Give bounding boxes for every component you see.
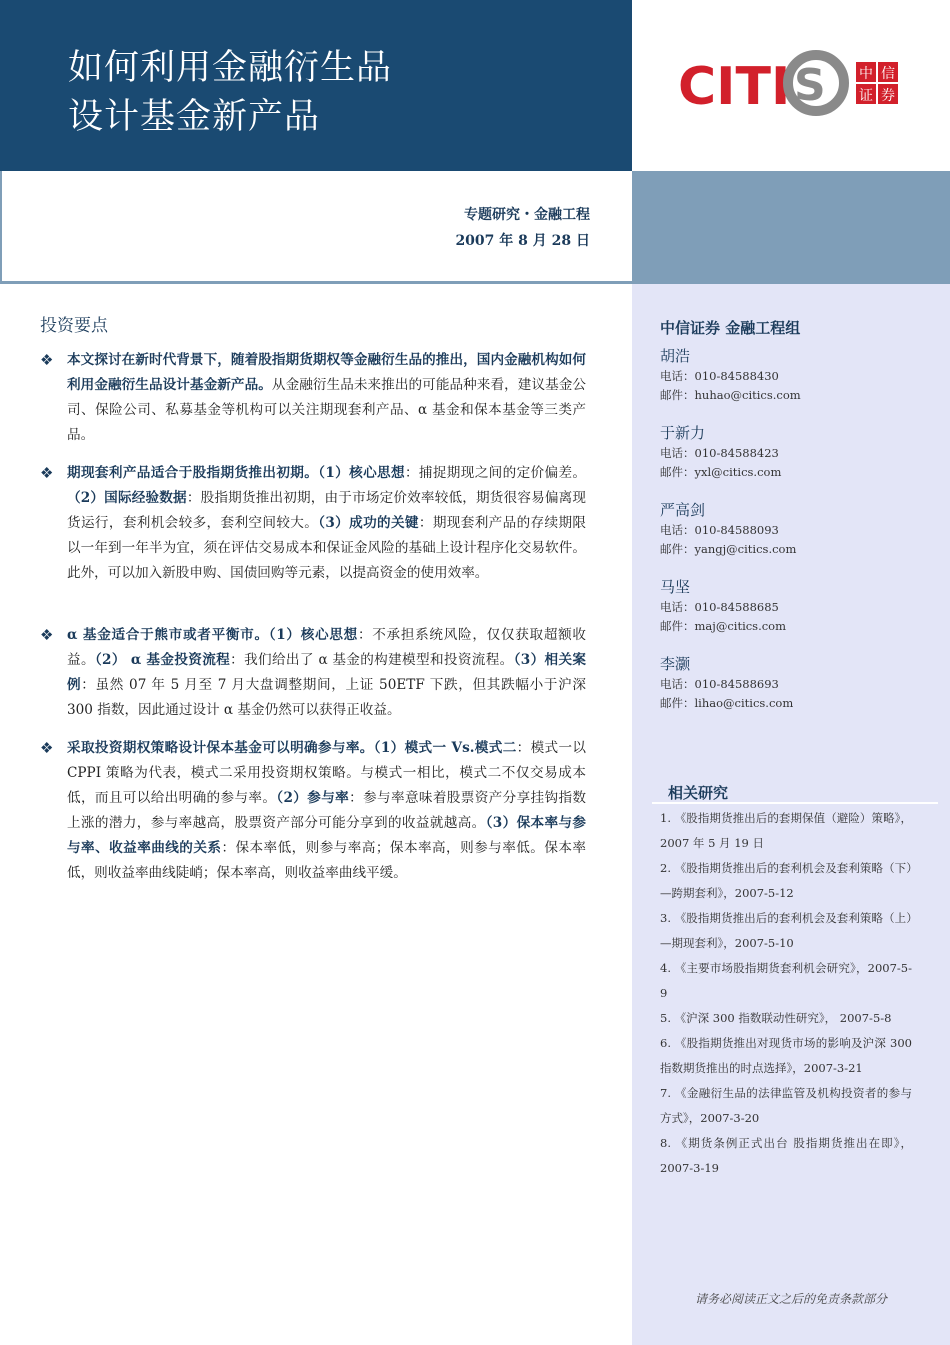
contact-card	[660, 653, 793, 713]
bullet-text	[67, 461, 586, 586]
related-research-title: 相关研究	[668, 784, 729, 802]
bullet-text	[67, 348, 586, 448]
bullet-bold: （3）成功的关键	[318, 515, 419, 531]
contact-card	[660, 422, 781, 482]
contact-email[interactable]: 邮件：huhao@citics.com	[660, 388, 801, 402]
bullet-bold: （2）国际经验数据	[67, 490, 187, 506]
report-date: 2007 年 8 月 28 日	[455, 233, 590, 249]
contact-card	[660, 345, 801, 405]
report-title-line2: 设计基金新产品	[68, 97, 321, 137]
bullet-body: ：期现套利产品的存续期限以一年到一年半为宜，须在评估交易成本和保证金风险的基础上设计程序化交易软件。此外，可以加入新股申购、国债回购等元素，以提高资金的使用效率。	[67, 515, 586, 581]
logo-char-zheng: 证	[859, 88, 873, 104]
related-item: 8. 《期货条例正式出台 股指期货推出在即》，2007-3-19	[660, 1136, 912, 1175]
contact-phone: 电话：010-84588685	[660, 600, 779, 614]
bullet-bold: α 基金适合于熊市或者平衡市。（1）核心思想	[67, 627, 358, 643]
contact-name: 李灏	[660, 655, 691, 673]
bullet-body: 从金融衍生品未来推出的可能品种来看，建议基金公司、保险公司、私募基金等机构可以关注期现套利产品、α 基金和保本基金等三类产品。	[67, 377, 587, 443]
related-item: 2. 《股指期货推出后的套利机会及套利策略（下）—跨期套利》，2007-5-12	[660, 861, 912, 900]
bullet-text	[67, 623, 586, 723]
logo-wordmark-citi: CITI	[678, 57, 791, 117]
disclaimer: 请务必阅读正文之后的免责条款部分	[694, 1292, 887, 1306]
contact-phone: 电话：010-84588093	[660, 523, 779, 537]
bullet-body: ：参与率意味着股票资产分享挂钩指数上涨的潜力，参与率越高，股票资产部分可能分享到的收益就越高。	[67, 790, 586, 831]
contact-email[interactable]: 邮件：maj@citics.com	[660, 619, 787, 633]
bullet-bold: （2）参与率	[276, 790, 350, 806]
contact-card	[660, 499, 796, 559]
related-item: 4. 《主要市场股指期货套利机会研究》，2007-5-9	[660, 961, 912, 1000]
bullet-body: ：我们给出了 α 基金的构建模型和投资流程。	[230, 652, 514, 668]
contact-card	[660, 576, 786, 636]
header-blue-band	[632, 171, 950, 281]
contact-email[interactable]: 邮件：lihao@citics.com	[660, 696, 794, 710]
bullet-body: ：保本率低，则参与率高；保本率高，则参与率低。保本率低，则收益率曲线陡峭；保本率高，则收益率曲线平缓。	[67, 840, 587, 881]
highlight-bullet	[40, 736, 586, 886]
logo-char-xin: 信	[881, 66, 895, 82]
highlight-bullet	[40, 348, 586, 448]
bullet-bold: （3）保本率与参与率、收益率曲线的关系	[67, 815, 586, 856]
bullet-bold: 本文探讨在新时代背景下，随着股指期货期权等金融衍生品的推出，国内金融机构如何利用金融衍生品设计基金新产品。	[67, 352, 586, 393]
related-item: 1. 《股指期货推出后的套期保值（避险）策略》，2007 年 5 月 19 日	[660, 811, 912, 850]
contact-phone: 电话：010-84588423	[660, 446, 779, 460]
contact-name: 严高剑	[660, 501, 706, 519]
contact-email[interactable]: 邮件：yxl@citics.com	[660, 465, 782, 479]
citics-logo	[676, 46, 902, 120]
logo-char-zhong: 中	[859, 66, 873, 82]
bullet-text	[67, 736, 586, 886]
logo-wordmark-cs: S	[794, 60, 826, 111]
highlight-bullet	[40, 461, 586, 586]
header-left-rule	[0, 171, 2, 281]
related-item: 6. 《股指期货推出对现货市场的影响及沪深 300 指数期货推出的时点选择》，2007-3-21	[660, 1036, 912, 1075]
logo-char-quan: 券	[881, 88, 895, 104]
contact-name: 马坚	[660, 578, 691, 596]
report-title	[68, 44, 392, 142]
bullet-body: ：模式一以 CPPI 策略为代表，模式二采用投资期权策略。与模式一相比，模式二不仅交易成本低，而且可以给出明确的参与率。	[67, 740, 587, 806]
bullet-bold: 期现套利产品适合于股指期货推出初期。（1）核心思想	[67, 465, 405, 481]
related-research-rule	[652, 802, 938, 804]
diamond-bullet-icon: ❖	[40, 739, 54, 757]
bullet-body: ：不承担系统风险，仅仅获取超额收益。	[67, 627, 587, 668]
bullet-bold: 采取投资期权策略设计保本基金可以明确参与率。（1）模式一 Vs.模式二	[67, 740, 517, 756]
team-title: 中信证券 金融工程组	[660, 319, 801, 337]
contact-email[interactable]: 邮件：yangj@citics.com	[660, 542, 797, 556]
diamond-bullet-icon: ❖	[40, 351, 54, 369]
bullet-body: ：捕捉期现之间的定价偏差。	[404, 465, 586, 481]
related-item: 7. 《金融衍生品的法律监管及机构投资者的参与方式》，2007-3-20	[660, 1086, 912, 1125]
related-item: 5. 《沪深 300 指数联动性研究》， 2007-5-8	[660, 1011, 892, 1025]
highlight-bullet	[40, 623, 586, 723]
report-title-line1: 如何利用金融衍生品	[68, 48, 393, 88]
bullet-bold: （2） α 基金投资流程	[94, 652, 231, 668]
related-research-list	[660, 806, 912, 1181]
contact-name: 于新力	[660, 424, 706, 442]
contact-name: 胡浩	[660, 347, 691, 365]
related-item: 3. 《股指期货推出后的套利机会及套利策略（上）—期现套利》，2007-5-10	[660, 911, 912, 950]
contact-phone: 电话：010-84588430	[660, 369, 779, 383]
section-title-investment-highlights: 投资要点	[40, 316, 108, 336]
bullet-body: ：虽然 07 年 5 月至 7 月大盘调整期间，上证 50ETF 下跌，但其跌幅小于沪深 300 指数，因此通过设计 α 基金仍然可以获得正收益。	[67, 677, 586, 718]
contact-phone: 电话：010-84588693	[660, 677, 779, 691]
bullet-bold: （3）相关案例	[67, 652, 587, 693]
diamond-bullet-icon: ❖	[40, 464, 54, 482]
bullet-body: ：股指期货推出初期，由于市场定价效率较低，期货很容易偏离现货运行，套利机会较多，套利空间较大。	[67, 490, 586, 531]
diamond-bullet-icon: ❖	[40, 626, 54, 644]
report-type: 专题研究・金融工程	[464, 207, 590, 223]
